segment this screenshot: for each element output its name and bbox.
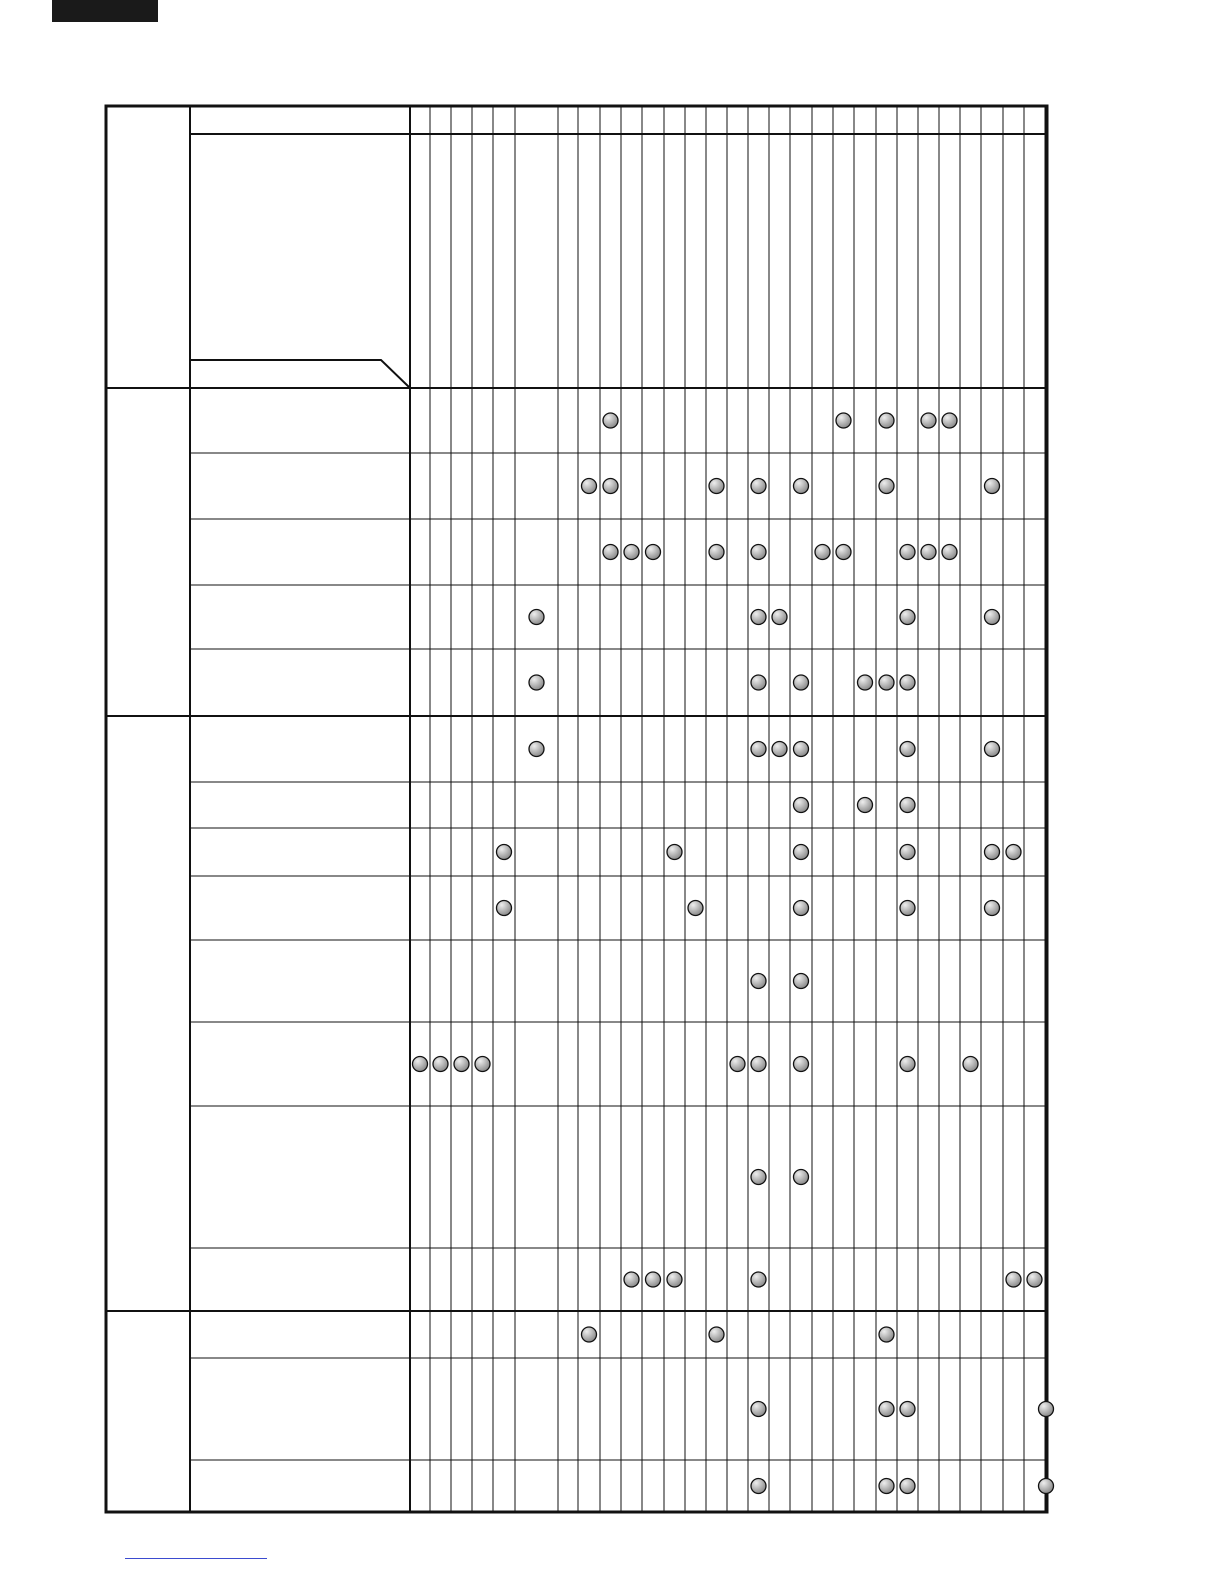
matrix-dot [794,1170,809,1185]
matrix-dot [433,1057,448,1072]
matrix-dot [497,845,512,860]
matrix-dot [985,610,1000,625]
matrix-dot [879,1479,894,1494]
matrix-dot [985,742,1000,757]
matrix-dot [582,479,597,494]
matrix-dot [624,545,639,560]
matrix-dot [900,545,915,560]
matrix-dot [1027,1272,1042,1287]
matrix-dot [709,1327,724,1342]
matrix-dot [858,675,873,690]
matrix-dot [751,1170,766,1185]
matrix-dot [836,413,851,428]
matrix-dot [794,974,809,989]
matrix-dot [794,1057,809,1072]
matrix-dot [794,742,809,757]
matrix-dot [772,742,787,757]
matrix-dot [900,675,915,690]
matrix-dot [529,675,544,690]
matrix-dot [688,901,703,916]
matrix-dot [582,1327,597,1342]
matrix-dot [836,545,851,560]
matrix-dot [963,1057,978,1072]
matrix-dot [900,901,915,916]
matrix-dot [815,545,830,560]
matrix-dot [751,675,766,690]
matrix-dot [921,545,936,560]
matrix-dot [751,1272,766,1287]
matrix-dot [879,675,894,690]
matrix-dot [942,545,957,560]
matrix-dot [751,1402,766,1417]
matrix-dot [942,413,957,428]
matrix-dot [794,901,809,916]
matrix-dot [603,413,618,428]
matrix-dot [1006,845,1021,860]
matrix-dot [751,974,766,989]
matrix-dot [751,742,766,757]
matrix-dot [879,1327,894,1342]
matrix-dot [900,845,915,860]
matrix-dot [624,1272,639,1287]
header-corner-rule [190,360,410,388]
matrix-dot [921,413,936,428]
matrix-dot [529,742,544,757]
matrix-dot [900,798,915,813]
matrix-dot [751,479,766,494]
matrix-dot [900,1402,915,1417]
matrix-dot [985,479,1000,494]
matrix-dot [603,545,618,560]
matrix-dot [475,1057,490,1072]
matrix-dot [751,545,766,560]
matrix-dot [667,845,682,860]
matrix-dot [879,1402,894,1417]
matrix-dot [900,742,915,757]
footer-rule [125,1558,267,1559]
matrix-dot [646,1272,661,1287]
matrix-dot [772,610,787,625]
matrix-dot [794,479,809,494]
matrix-dot [858,798,873,813]
matrix-dot [646,545,661,560]
matrix-dot [667,1272,682,1287]
matrix-dot [900,1479,915,1494]
matrix-dot [900,610,915,625]
matrix-dot [413,1057,428,1072]
matrix-dot [603,479,618,494]
matrix-dot [794,845,809,860]
matrix-dot [497,901,512,916]
matrix-dot [794,675,809,690]
matrix-dot [879,413,894,428]
matrix-dot [454,1057,469,1072]
matrix-dot [751,1057,766,1072]
matrix-dot [1039,1402,1054,1417]
matrix-dot [794,798,809,813]
matrix-dot [529,610,544,625]
matrix-dot [751,1479,766,1494]
matrix-dot [985,901,1000,916]
matrix-dot [709,545,724,560]
table-dots [413,413,1054,1494]
matrix-dot [900,1057,915,1072]
matrix-dot [1006,1272,1021,1287]
matrix-dot [1039,1479,1054,1494]
matrix-dot [751,610,766,625]
matrix-dot [709,479,724,494]
matrix-dot [730,1057,745,1072]
matrix-dot [879,479,894,494]
matrix-dot [985,845,1000,860]
